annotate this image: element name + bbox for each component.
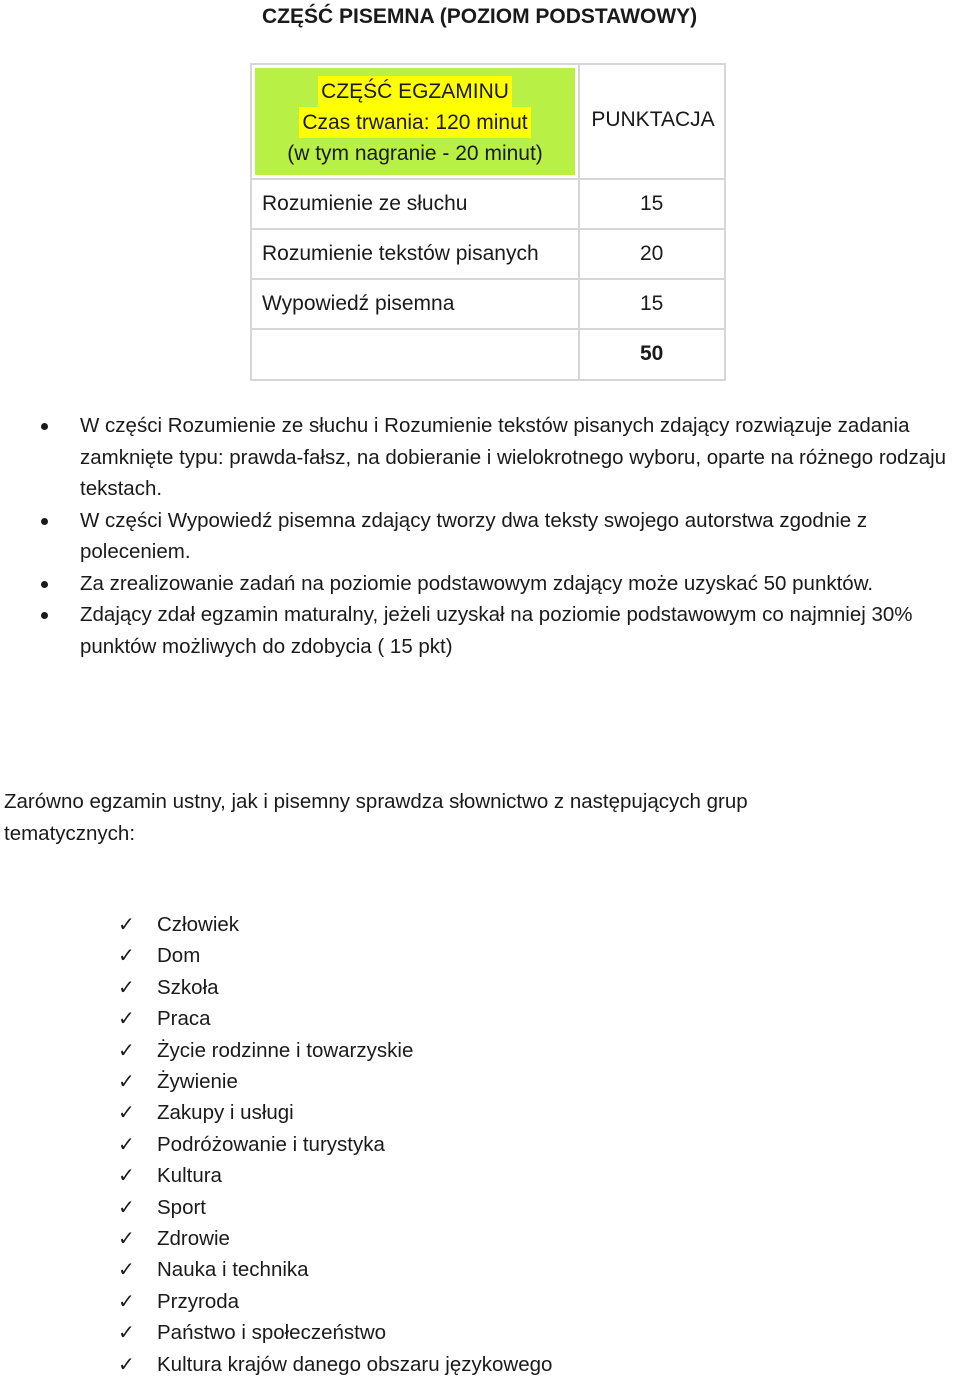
table-header-row	[252, 65, 724, 180]
topic-label: Nauka i technika	[157, 1258, 309, 1282]
topic-item	[0, 1192, 552, 1223]
table-total-row	[252, 330, 724, 379]
check-icon: ✓	[118, 1320, 135, 1345]
topic-label: Państwo i społeczeństwo	[157, 1321, 387, 1345]
topic-list	[0, 909, 552, 1380]
check-icon: ✓	[118, 1037, 135, 1062]
topic-item	[0, 1003, 552, 1034]
page-title: CZĘŚĆ PISEMNA (POZIOM PODSTAWOWY)	[262, 5, 698, 28]
list-item	[0, 599, 960, 662]
row-value-cell	[582, 230, 724, 278]
bullet-icon	[41, 423, 48, 430]
row-label: Rozumienie ze słuchu	[262, 192, 468, 215]
bullet-icon	[41, 581, 48, 588]
bullet-text: W części Wypowiedź pisemna zdający tworzy dwa teksty swojego autorstwa zgodnie z poleceniem.	[80, 508, 868, 563]
check-icon: ✓	[118, 1100, 135, 1125]
table-row	[252, 180, 724, 230]
bullet-icon	[41, 612, 48, 619]
table-row	[252, 230, 724, 280]
check-icon: ✓	[118, 912, 135, 936]
score-table	[250, 63, 726, 381]
check-icon: ✓	[118, 1069, 135, 1094]
topic-label: Żywienie	[157, 1070, 238, 1094]
topic-label: Sport	[157, 1195, 206, 1219]
topic-label: Przyroda	[157, 1289, 240, 1313]
info-bullet-list	[0, 410, 960, 662]
check-icon: ✓	[118, 1257, 135, 1282]
row-label-cell	[252, 180, 580, 228]
topic-label: Człowiek	[157, 913, 240, 936]
row-label: Wypowiedź pisemna	[262, 292, 455, 315]
check-icon: ✓	[118, 974, 135, 999]
topic-label: Życie rodzinne i towarzyskie	[157, 1038, 414, 1062]
topic-item	[0, 1317, 552, 1348]
row-value: 20	[640, 242, 664, 265]
list-item	[0, 568, 960, 600]
topic-item	[0, 1066, 552, 1097]
topic-groups-intro: Zarówno egzamin ustny, jak i pisemny sprawdza słownictwo z następujących grup tematycznych:	[4, 790, 748, 845]
bullet-text: Zdający zdał egzamin maturalny, jeżeli uzyskał na poziomie podstawowym co najmniej 30% punktów możliwych do zdobycia ( 15 pkt)	[80, 603, 913, 658]
table-row	[252, 280, 724, 330]
check-icon: ✓	[118, 1163, 135, 1188]
topic-label: Zakupy i usługi	[157, 1101, 294, 1125]
total-value-cell	[582, 330, 724, 379]
row-value: 15	[640, 292, 664, 315]
row-value-cell	[582, 180, 724, 228]
topic-label: Szkoła	[157, 975, 219, 999]
row-value-cell	[582, 280, 724, 328]
bullet-text: Za zrealizowanie zadań na poziomie podstawowym zdający może uzyskać 50 punktów.	[80, 571, 874, 595]
topic-item	[0, 1286, 552, 1317]
row-label-cell	[252, 230, 580, 278]
topic-item	[0, 940, 552, 971]
list-item	[0, 410, 960, 505]
check-icon: ✓	[118, 1226, 135, 1251]
bullet-icon	[41, 518, 48, 525]
topic-item	[0, 1349, 552, 1380]
header-line-recording: (w tym nagranie - 20 minut)	[287, 142, 543, 165]
header-highlight-block	[255, 68, 575, 175]
header-cell-exam-part	[252, 65, 580, 178]
topic-label: Kultura	[157, 1164, 222, 1188]
bullet-text: W części Rozumienie ze słuchu i Rozumienie tekstów pisanych zdający rozwiązuje zadania zamknięte typu: prawda-fałsz, na dobieranie i wielokrotnego wyboru, oparte na różnego rodzaju tekstach.	[80, 414, 947, 500]
total-value: 50	[640, 342, 664, 365]
row-value: 15	[640, 192, 664, 215]
header-cell-points	[582, 65, 724, 178]
check-icon: ✓	[118, 1131, 135, 1156]
header-points-label: PUNKTACJA	[591, 108, 715, 131]
row-label-cell	[252, 280, 580, 328]
check-icon: ✓	[118, 1194, 135, 1219]
total-empty-cell	[252, 330, 580, 379]
topic-item	[0, 1160, 552, 1191]
check-icon: ✓	[118, 1288, 135, 1313]
check-icon: ✓	[118, 1006, 135, 1031]
header-line-duration: Czas trwania: 120 minut	[299, 107, 530, 138]
list-item	[0, 505, 960, 568]
topic-label: Praca	[157, 1007, 211, 1031]
topic-item	[0, 1223, 552, 1254]
check-icon: ✓	[118, 943, 135, 968]
topic-label: Kultura krajów danego obszaru językowego	[157, 1352, 553, 1376]
topic-item	[0, 1129, 552, 1160]
topic-item	[0, 909, 552, 940]
check-icon: ✓	[118, 1351, 135, 1376]
topic-item	[0, 1254, 552, 1285]
topic-item	[0, 972, 552, 1003]
topic-label: Zdrowie	[157, 1227, 230, 1251]
header-line-exam-part: CZĘŚĆ EGZAMINU	[318, 76, 512, 107]
row-label: Rozumienie tekstów pisanych	[262, 242, 539, 265]
topic-label: Dom	[157, 944, 201, 968]
topic-item	[0, 1035, 552, 1066]
topic-item	[0, 1097, 552, 1128]
topic-label: Podróżowanie i turystyka	[157, 1132, 385, 1156]
